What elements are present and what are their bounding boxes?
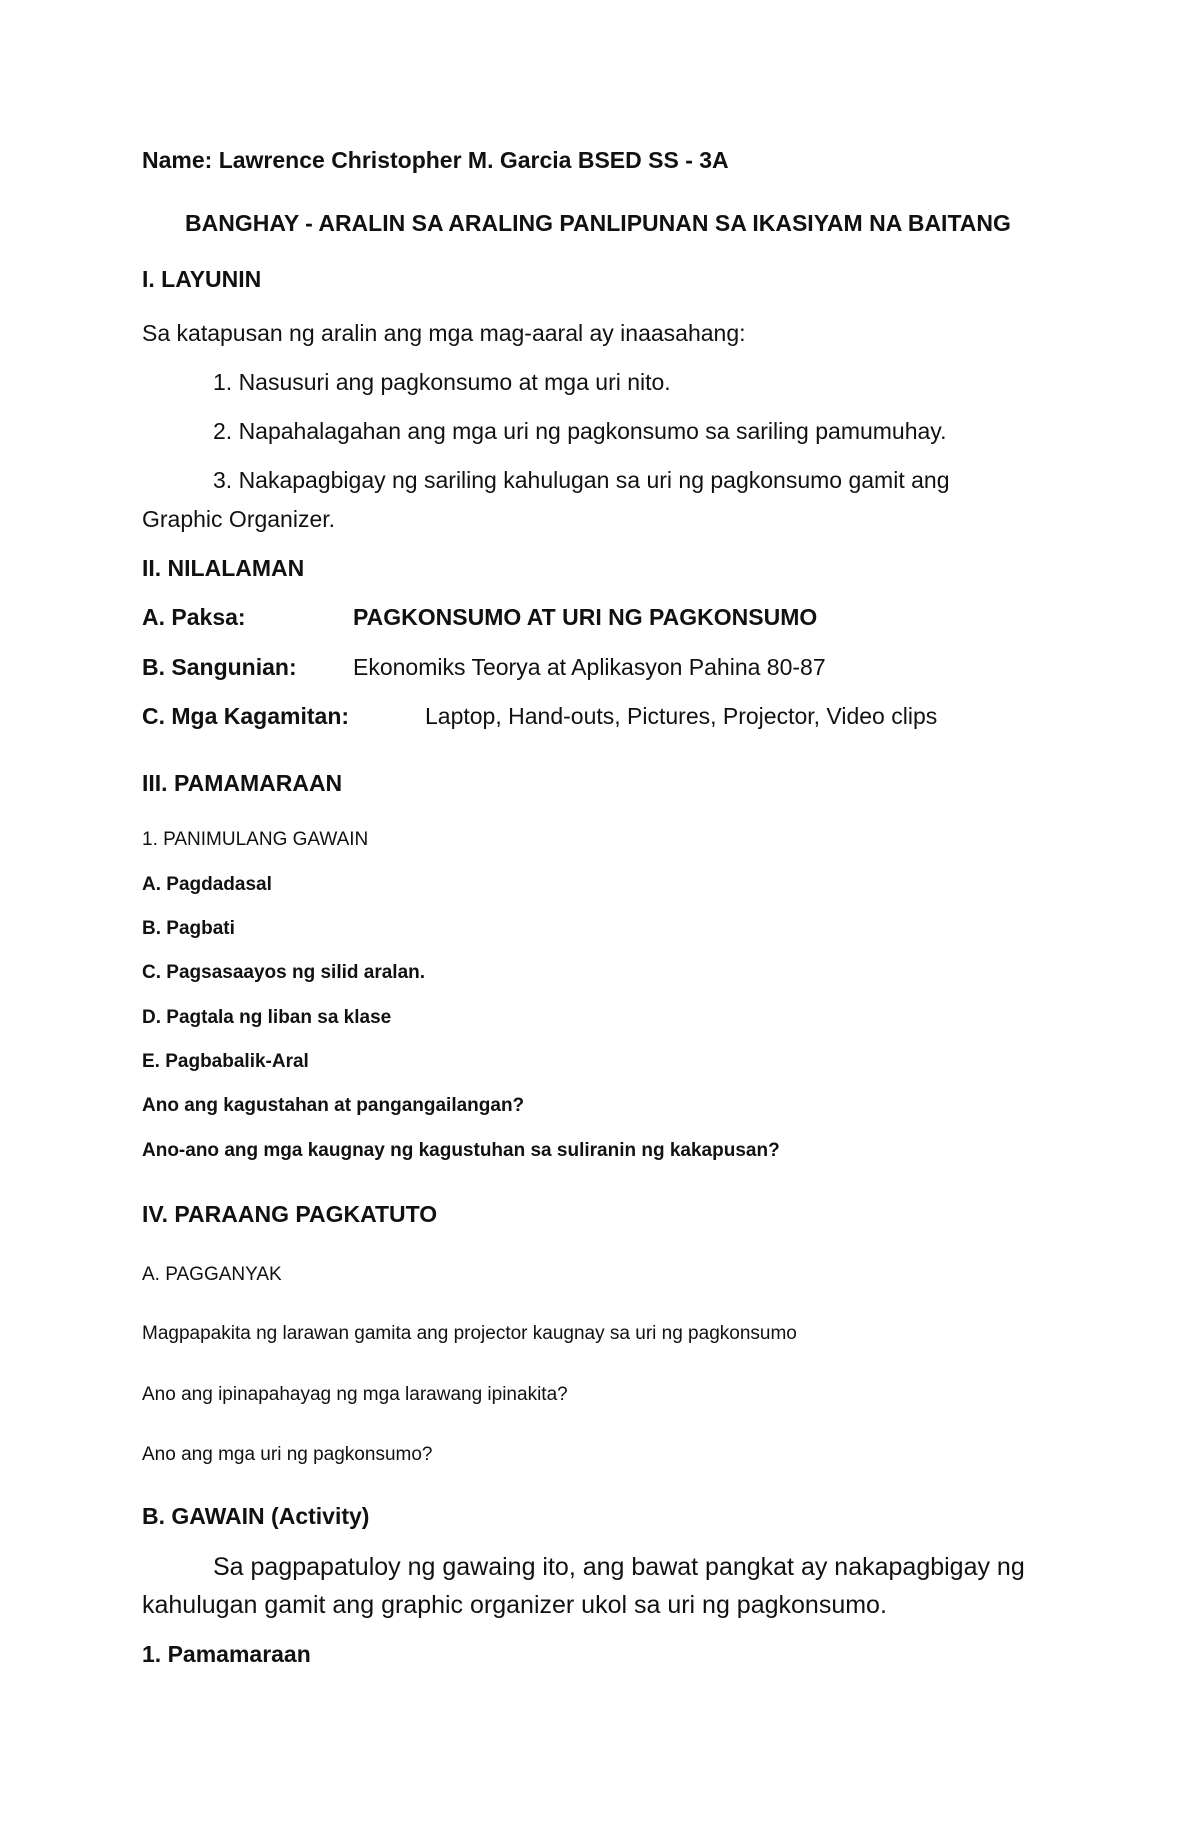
- panimulang-gawain: 1. PANIMULANG GAWAIN: [142, 829, 369, 850]
- objective-2: 2. Napahalagahan ang mga uri ng pagkonsumo sa sariling pamumuhay.: [213, 418, 947, 444]
- review-question-1: Ano ang kagustahan at pangangailangan?: [142, 1095, 525, 1116]
- pagganyak-line-2: Ano ang ipinapahayag ng mga larawang ipinakita?: [142, 1384, 568, 1405]
- paksa-label: A. Paksa:: [142, 604, 246, 630]
- gawain-paragraph-line-2: kahulugan gamit ang graphic organizer ukol sa uri ng pagkonsumo.: [142, 1591, 887, 1619]
- step-d: D. Pagtala ng liban sa klase: [142, 1007, 392, 1028]
- pagganyak-line-3: Ano ang mga uri ng pagkonsumo?: [142, 1444, 433, 1465]
- section-1-heading: I. LAYUNIN: [142, 266, 262, 292]
- sanggunian-value: Ekonomiks Teorya at Aplikasyon Pahina 80-87: [353, 654, 826, 680]
- objective-3-line-1: 3. Nakapagbigay ng sariling kahulugan sa uri ng pagkonsumo gamit ang: [213, 467, 950, 493]
- gawain-heading: B. GAWAIN (Activity): [142, 1503, 370, 1529]
- step-e: E. Pagbabalik-Aral: [142, 1051, 309, 1072]
- step-c: C. Pagsasaayos ng silid aralan.: [142, 962, 426, 983]
- kagamitan-value: Laptop, Hand-outs, Pictures, Projector, Video clips: [425, 703, 938, 729]
- review-question-2: Ano-ano ang mga kaugnay ng kagustuhan sa suliranin ng kakapusan?: [142, 1140, 780, 1161]
- step-a: A. Pagdadasal: [142, 874, 272, 895]
- objectives-intro: Sa katapusan ng aralin ang mga mag-aaral ay inaasahang:: [142, 320, 746, 346]
- pagganyak-heading: A. PAGGANYAK: [142, 1264, 282, 1285]
- objective-1: 1. Nasusuri ang pagkonsumo at mga uri nito.: [213, 369, 671, 395]
- lesson-plan-title: BANGHAY - ARALIN SA ARALING PANLIPUNAN SA IKASIYAM NA BAITANG: [185, 210, 1011, 236]
- section-3-heading: III. PAMAMARAAN: [142, 770, 343, 796]
- pagganyak-line-1: Magpapakita ng larawan gamita ang projector kaugnay sa uri ng pagkonsumo: [142, 1323, 797, 1344]
- objective-3-line-2: Graphic Organizer.: [142, 506, 336, 532]
- sanggunian-label: B. Sangunian:: [142, 654, 297, 680]
- student-name-line: Name: Lawrence Christopher M. Garcia BSED SS - 3A: [142, 147, 729, 173]
- gawain-paragraph-line-1: Sa pagpapatuloy ng gawaing ito, ang bawat pangkat ay nakapagbigay ng: [213, 1553, 1025, 1581]
- section-4-heading: IV. PARAANG PAGKATUTO: [142, 1201, 438, 1227]
- step-b: B. Pagbati: [142, 918, 235, 939]
- section-2-heading: II. NILALAMAN: [142, 555, 305, 581]
- paksa-value: PAGKONSUMO AT URI NG PAGKONSUMO: [353, 604, 818, 630]
- pamamaraan-heading: 1. Pamamaraan: [142, 1641, 311, 1667]
- kagamitan-label: C. Mga Kagamitan:: [142, 703, 350, 729]
